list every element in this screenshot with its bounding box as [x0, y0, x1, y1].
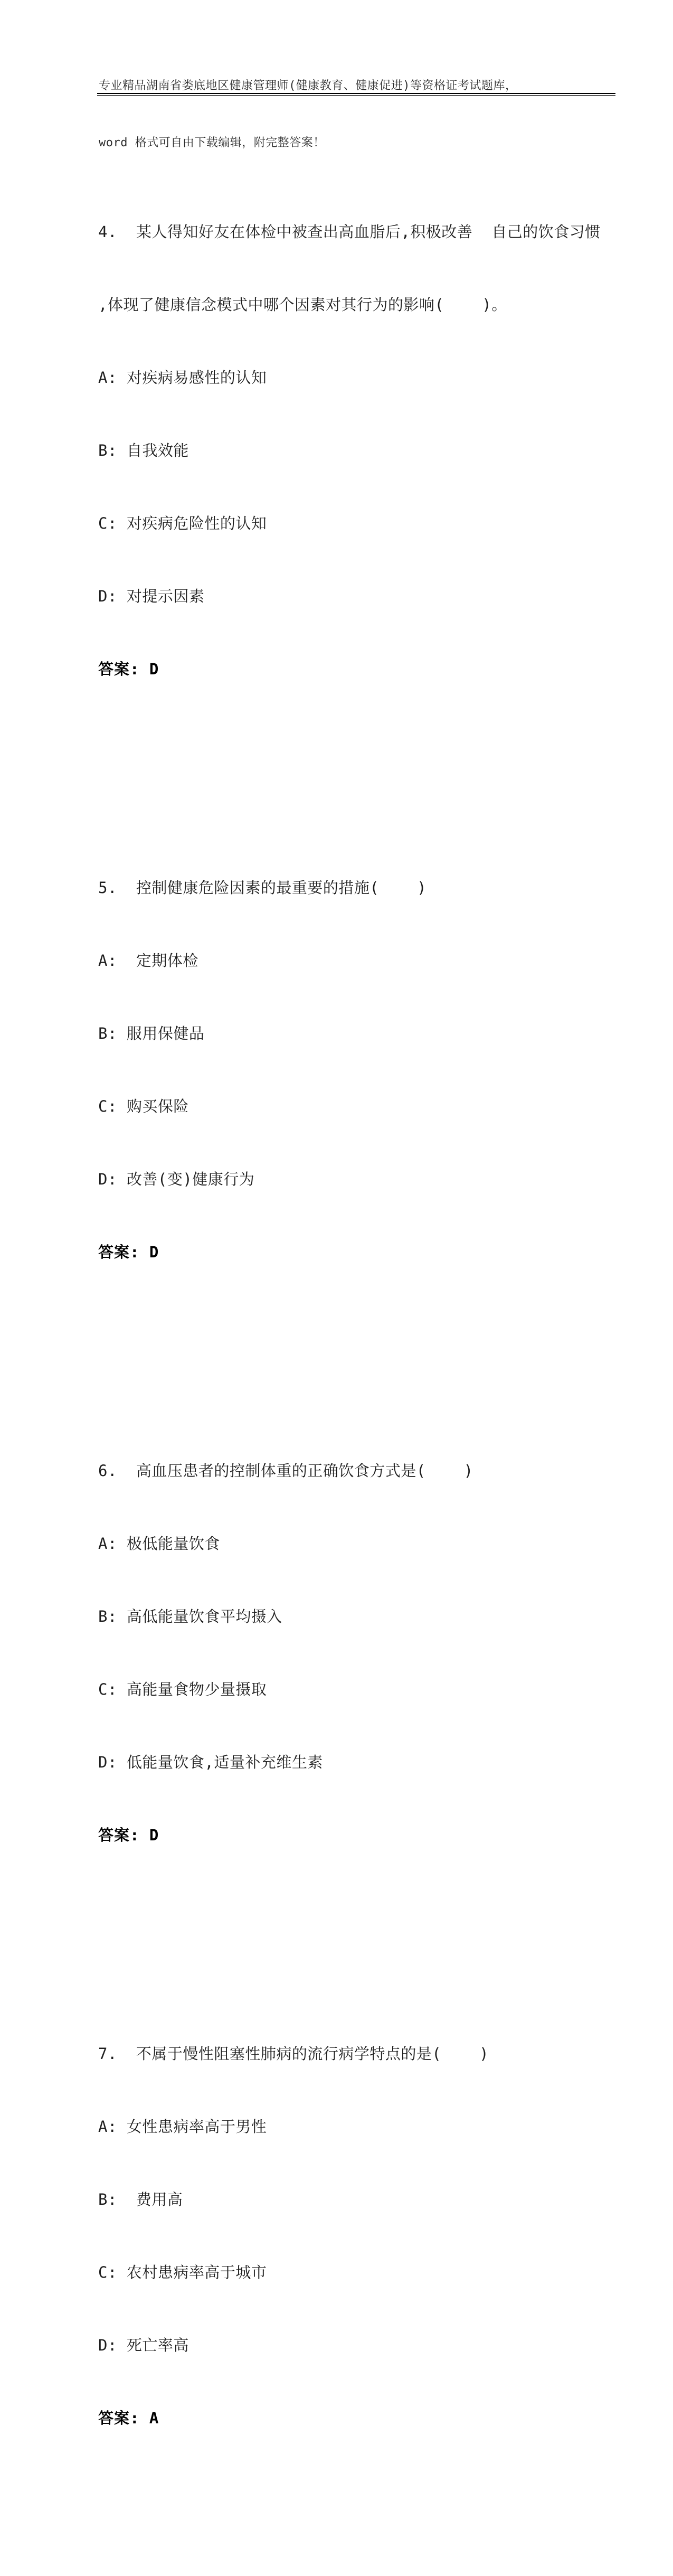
- question-7-option-a: A: 女性患病率高于男性: [98, 2118, 267, 2136]
- question-4-option-d: D: 对提示因素: [98, 587, 205, 605]
- question-6: [98, 1410, 633, 1896]
- question-7-stem-line-1: 7. 不属于慢性阻塞性肺病的流行病学特点的是( ): [98, 2045, 489, 2063]
- question-7-answer: 答案: A: [98, 2409, 159, 2427]
- question-4-stem-line-2: ,体现了健康信念模式中哪个因素对其行为的影响( )。: [98, 296, 507, 314]
- question-6-option-a: A: 极低能量饮食: [98, 1535, 220, 1553]
- question-6-option-d: D: 低能量饮食,适量补充维生素: [98, 1753, 323, 1771]
- question-5-option-c: C: 购买保险: [98, 1097, 189, 1115]
- header-line-1: 专业精品湖南省娄底地区健康管理师(健康教育、健康促进)等资格证考试题库，: [99, 79, 517, 92]
- question-6-option-c: C: 高能量食物少量摄取: [98, 1680, 267, 1698]
- question-7-option-c: C: 农村患病率高于城市: [98, 2263, 267, 2281]
- question-7: [98, 1993, 633, 2479]
- divider-thick-line: [97, 93, 615, 94]
- question-7-option-b: B: 费用高: [98, 2190, 183, 2208]
- question-4-answer: 答案: D: [98, 660, 159, 678]
- question-4-option-b: B: 自我效能: [98, 441, 189, 459]
- question-5-option-b: B: 服用保健品: [98, 1024, 205, 1042]
- question-6-option-b: B: 高低能量饮食平均摄入: [98, 1607, 282, 1625]
- question-4-option-c: C: 对疾病危险性的认知: [98, 514, 267, 532]
- question-6-answer: 答案: D: [98, 1826, 159, 1844]
- question-5-option-a: A: 定期体检: [98, 952, 198, 970]
- question-4-stem-line-1: 4. 某人得知好友在体检中被查出高血脂后,积极改善 自己的饮食习惯: [98, 223, 601, 241]
- question-5: [98, 827, 633, 1313]
- question-7-option-d: D: 死亡率高: [98, 2336, 189, 2354]
- question-4: [98, 171, 633, 730]
- document-body: [98, 98, 633, 2576]
- question-5-stem-line-1: 5. 控制健康危险因素的最重要的措施( ): [98, 879, 427, 897]
- question-4-option-a: A: 对疾病易感性的认知: [98, 369, 267, 387]
- question-5-answer: 答案: D: [98, 1243, 159, 1261]
- header-divider: [97, 93, 615, 96]
- question-5-option-d: D: 改善(变)健康行为: [98, 1170, 255, 1188]
- divider-thin-line: [97, 95, 615, 96]
- question-6-stem-line-1: 6. 高血压患者的控制体重的正确饮食方式是( ): [98, 1462, 473, 1480]
- header-line-2: word 格式可自由下载编辑，附完整答案！: [99, 136, 325, 149]
